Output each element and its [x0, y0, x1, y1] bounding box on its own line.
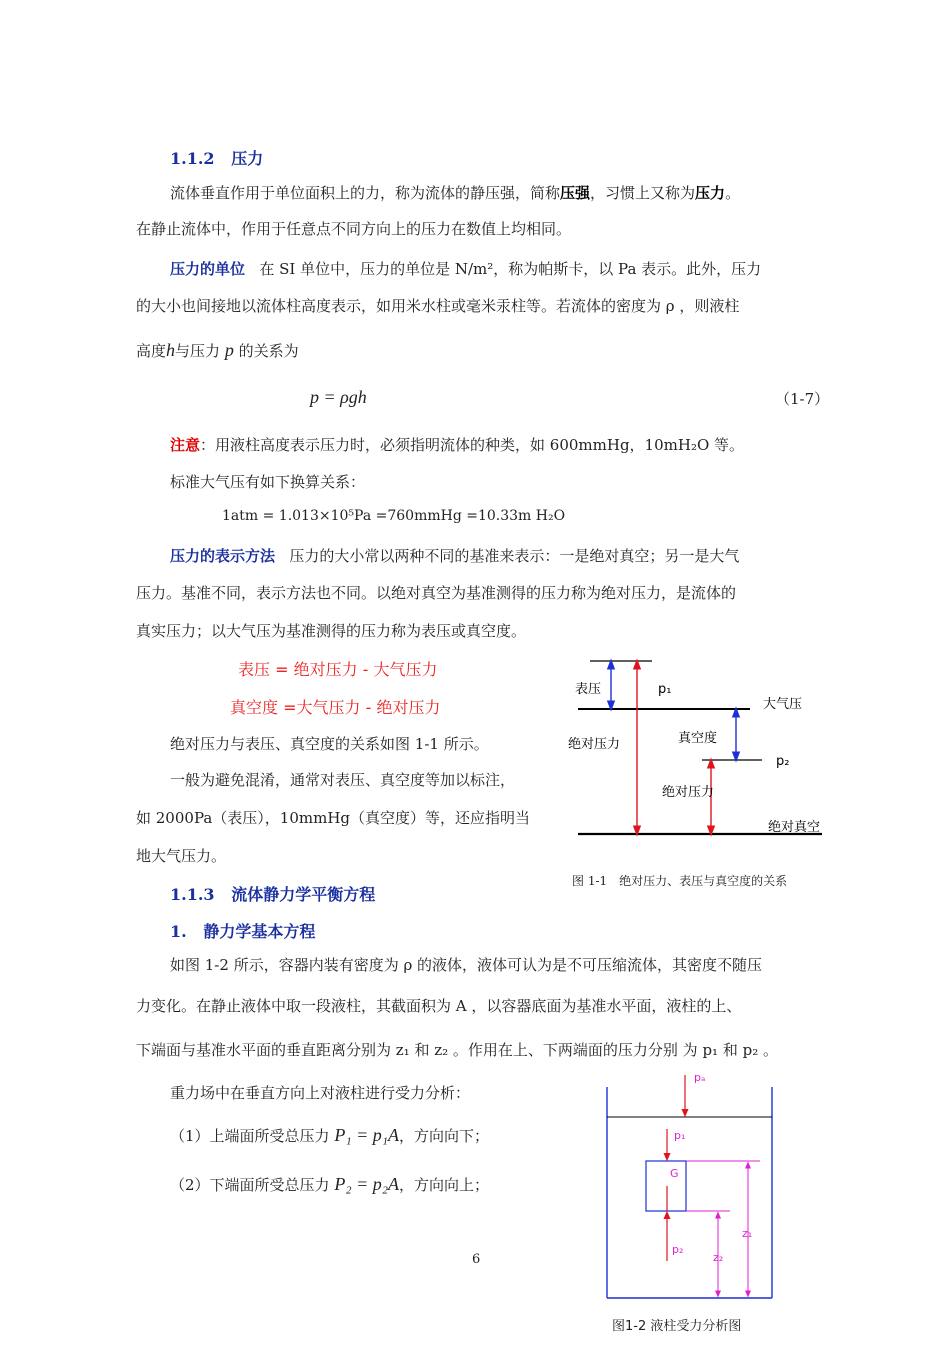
- label-z1: z₁: [742, 1227, 753, 1240]
- para6-line2: 力变化。在静止液体中取一段液柱，其截面积为 A ，以容器底面为基准水平面，液柱的上、: [136, 997, 742, 1015]
- text: 。: [725, 184, 741, 202]
- subheading-1: [170, 919, 315, 942]
- figure-1-2: [600, 1065, 780, 1305]
- para3-line3: 真实压力；以大气压为基准测得的压力称为表压或真空度。: [136, 622, 527, 640]
- text: 流体垂直作用于单位面积上的力，称为流体的静压强，简称: [170, 184, 561, 202]
- formula-vacuum: 真空度 =大气压力 - 绝对压力: [230, 698, 441, 717]
- section-title: 流体静力学平衡方程: [231, 885, 376, 904]
- para2-line2: 的大小也间接地以流体柱高度表示，如用米水柱或毫米汞柱等。若流体的密度为 ρ ，则液柱: [136, 297, 740, 315]
- sub-number: 1.: [170, 922, 187, 941]
- figure-1-1-caption: 图 1-1 绝对压力、表压与真空度的关系: [572, 874, 788, 888]
- label-absolute-vacuum: 绝对真空: [768, 820, 821, 835]
- equation-1-7: p = ρgh: [310, 387, 367, 407]
- label-pressure-methods: 压力的表示方法: [170, 547, 276, 565]
- para5-line3: 地大气压力。: [136, 847, 227, 865]
- section-heading-1-1-2: [170, 146, 263, 169]
- text: ，方向向下；: [398, 1127, 489, 1145]
- item-2: [170, 1174, 489, 1195]
- text: （2）下端面所受总压力: [170, 1176, 330, 1194]
- label-p2: p₂: [776, 754, 790, 769]
- eq-P2: P₂ = p₂A: [334, 1174, 399, 1194]
- label-p1: p₁: [658, 682, 672, 697]
- text: 压力的大小常以两种不同的基准来表示：一是绝对真空；另一是大气: [289, 547, 740, 565]
- para1-line2: 在静止流体中，作用于任意点不同方向上的压力在数值上均相同。: [136, 220, 572, 238]
- atm-intro: 标准大气压有如下换算关系：: [170, 473, 366, 491]
- section-number: 1.1.3: [170, 885, 215, 904]
- text: ：用液柱高度表示压力时，必须指明流体的种类，如 600mmHg，10mH₂O 等。: [200, 436, 745, 454]
- label-z2: z₂: [713, 1251, 724, 1264]
- eq-P1: P₁ = p₁A: [334, 1125, 399, 1145]
- figure-1-2-caption: 图1-2 液柱受力分析图: [612, 1319, 742, 1334]
- para2-line1: [170, 259, 761, 279]
- section-title: 压力: [231, 149, 264, 168]
- liquid-column: [646, 1161, 686, 1211]
- item-1: [170, 1125, 489, 1146]
- sub-title: 静力学基本方程: [203, 922, 316, 941]
- text: （1）上端面所受总压力: [170, 1127, 330, 1145]
- para2-line3: [136, 340, 299, 361]
- text: 高度: [136, 342, 167, 360]
- para6-line3: 下端面与基准水平面的垂直距离分别为 z₁ 和 z₂ 。作用在上、下两端面的压力分别 为 p₁ 和 p₂ 。: [136, 1041, 778, 1059]
- label-atm: 大气压: [763, 697, 803, 712]
- term-yaqiang: 压强: [560, 184, 591, 202]
- label-abs-right: 绝对压力: [662, 785, 715, 800]
- label-g: G: [670, 1167, 679, 1180]
- text: ，方向向上；: [398, 1176, 489, 1194]
- term-yali: 压力: [695, 184, 726, 202]
- note-label: 注意: [170, 436, 201, 454]
- section-number: 1.1.2: [170, 149, 215, 168]
- text: 与压力: [175, 342, 221, 360]
- atm-equation: 1atm = 1.013×10⁵Pa =760mmHg =10.33m H₂O: [222, 508, 566, 524]
- section-heading-1-1-3: [170, 882, 375, 905]
- para5-line1: 一般为避免混淆，通常对表压、真空度等加以标注，: [170, 771, 516, 789]
- label-abs-left: 绝对压力: [568, 737, 621, 752]
- formula-gauge: 表压 = 绝对压力 - 大气压力: [238, 660, 438, 679]
- para7: 重力场中在垂直方向上对液柱进行受力分析：: [170, 1084, 471, 1102]
- equation-number: （1-7）: [775, 390, 830, 408]
- para3-line1: [170, 546, 739, 566]
- page-number: 6: [472, 1252, 481, 1267]
- para6-line1: 如图 1-2 所示，容器内装有密度为 ρ 的液体，液体可认为是不可压缩流体，其密度不随压: [170, 956, 763, 974]
- label-vacuum-degree: 真空度: [678, 731, 718, 746]
- figure-1-1: [560, 650, 850, 900]
- para5-line2: 如 2000Pa（表压），10mmHg（真空度）等，还应指明当: [136, 809, 531, 827]
- label-p1: p₁: [674, 1129, 686, 1142]
- label-pressure-unit: 压力的单位: [170, 260, 246, 278]
- var-p: p: [224, 340, 234, 360]
- label-gauge: 表压: [575, 682, 602, 697]
- label-p2: p₂: [672, 1243, 684, 1256]
- var-h: h: [166, 340, 176, 360]
- para3-line2: 压力。基准不同，表示方法也不同。以绝对真空为基准测得的压力称为绝对压力，是流体的: [136, 584, 737, 602]
- para4: 绝对压力与表压、真空度的关系如图 1-1 所示。: [170, 735, 489, 753]
- para1-line1: [170, 183, 740, 203]
- text: ，习惯上又称为: [590, 184, 696, 202]
- text: 的关系为: [238, 342, 299, 360]
- text: 在 SI 单位中，压力的单位是 N/m²，称为帕斯卡，以 Pa 表示。此外，压力: [259, 260, 762, 278]
- label-pa: pₐ: [694, 1071, 706, 1084]
- note-line: [170, 435, 744, 455]
